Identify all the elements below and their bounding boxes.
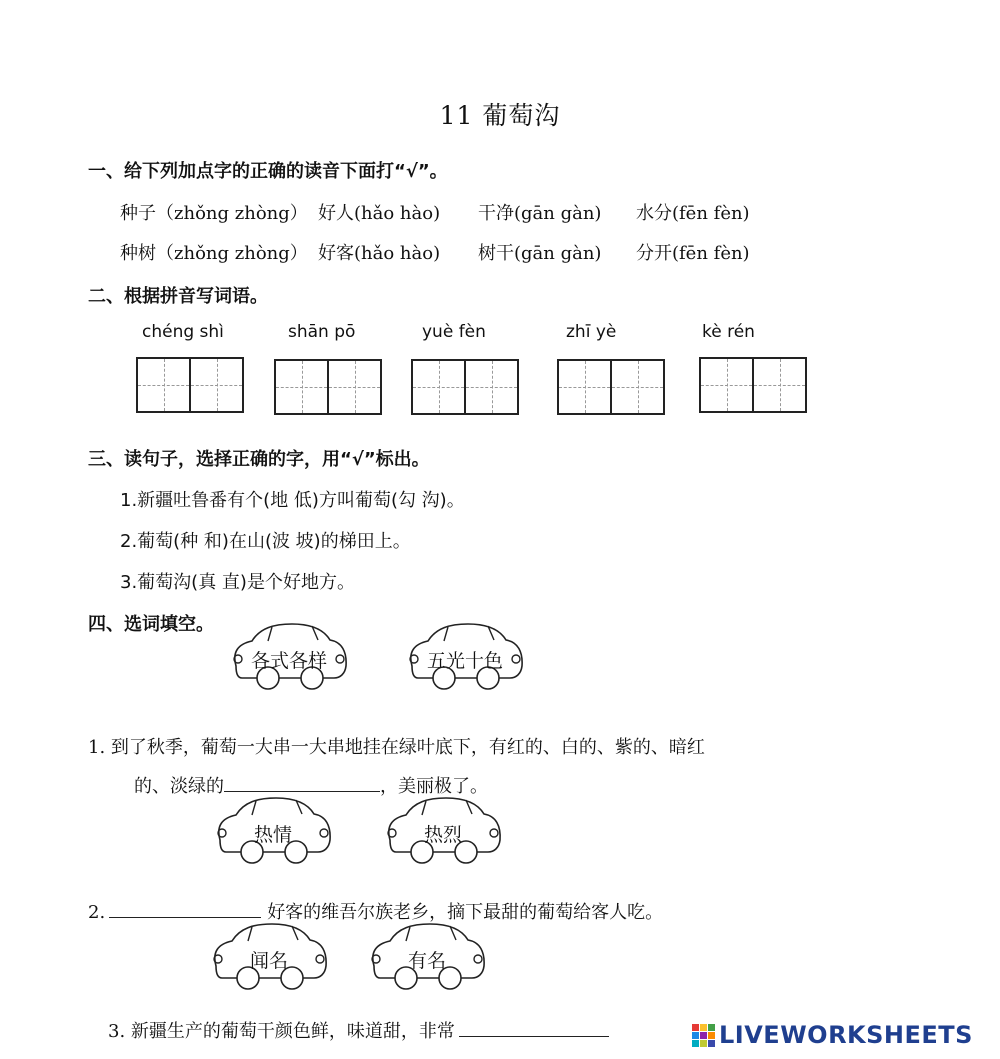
sentence: 1.新疆吐鲁番有个(地 低)方叫葡萄(勾 沟)。 bbox=[120, 490, 465, 511]
writing-grid[interactable] bbox=[557, 359, 665, 415]
s1-row1-item: 种子（zhǒng zhòng） bbox=[120, 203, 308, 224]
word-car[interactable] bbox=[230, 622, 348, 692]
pinyin-label: shān pō bbox=[288, 322, 356, 342]
logo-block bbox=[692, 1032, 699, 1039]
liveworksheets-logo[interactable] bbox=[692, 1021, 973, 1049]
section1-heading: 一、给下列加点字的正确的读音下面打“√”。 bbox=[88, 161, 448, 182]
word-car-label: 闻名 bbox=[249, 950, 288, 972]
writing-grid[interactable] bbox=[136, 357, 244, 413]
question-2 bbox=[88, 898, 663, 924]
q2-prefix: 2. bbox=[88, 902, 106, 923]
s1-row2-item: 好客(hǎo hào) bbox=[318, 243, 441, 264]
s1-row2-item: 种树（zhǒng zhòng） bbox=[120, 243, 308, 264]
sentence: 2.葡萄(种 和)在山(波 坡)的梯田上。 bbox=[120, 531, 411, 552]
section2-heading: 二、根据拼音写词语。 bbox=[88, 286, 268, 307]
word-car[interactable] bbox=[384, 796, 502, 866]
section3-heading: 三、读句子，选择正确的字，用“√”标出。 bbox=[88, 449, 430, 470]
word-car-label: 五光十色 bbox=[426, 650, 503, 672]
answer-blank[interactable] bbox=[109, 901, 261, 918]
s1-row2-item: 分开(fēn fèn) bbox=[636, 243, 750, 264]
q2-suffix: 好客的维吾尔族老乡，摘下最甜的葡萄给客人吃。 bbox=[267, 902, 664, 923]
word-car-label: 热情 bbox=[253, 824, 292, 846]
word-car[interactable] bbox=[214, 796, 332, 866]
page-title: 11 葡萄沟 bbox=[439, 101, 561, 130]
logo-block bbox=[708, 1024, 715, 1031]
question-1-line1: 1. 到了秋季，葡萄一大串一大串地挂在绿叶底下，有红的、白的、紫的、暗红 bbox=[88, 737, 705, 758]
logo-block bbox=[708, 1032, 715, 1039]
logo-block bbox=[692, 1040, 699, 1047]
word-car-label: 有名 bbox=[407, 950, 446, 972]
q1-suffix: ，美丽极了。 bbox=[380, 776, 488, 797]
word-car[interactable] bbox=[210, 922, 328, 992]
logo-text: LIVEWORKSHEETS bbox=[719, 1021, 973, 1049]
writing-grid[interactable] bbox=[411, 359, 519, 415]
s1-row1-item: 好人(hǎo hào) bbox=[318, 203, 441, 224]
word-car[interactable] bbox=[406, 622, 524, 692]
writing-grid[interactable] bbox=[699, 357, 807, 413]
q1-prefix: 的、淡绿的 bbox=[134, 776, 224, 797]
logo-block bbox=[708, 1040, 715, 1047]
pinyin-label: yuè fèn bbox=[422, 322, 486, 342]
question-3 bbox=[108, 1017, 609, 1043]
writing-grid[interactable] bbox=[274, 359, 382, 415]
q3-text: 3. 新疆生产的葡萄干颜色鲜，味道甜，非常 bbox=[108, 1021, 455, 1042]
pinyin-label: kè rén bbox=[702, 322, 755, 342]
word-car-label: 热烈 bbox=[423, 824, 462, 846]
logo-blocks-icon bbox=[692, 1024, 715, 1047]
s1-row1-item: 水分(fēn fèn) bbox=[636, 203, 750, 224]
s1-row2-item: 树干(gān gàn) bbox=[478, 243, 602, 264]
section4-heading: 四、选词填空。 bbox=[88, 614, 214, 635]
pinyin-label: zhī yè bbox=[566, 322, 617, 342]
answer-blank[interactable] bbox=[224, 775, 380, 792]
sentence: 3.葡萄沟(真 直)是个好地方。 bbox=[120, 572, 355, 593]
answer-blank[interactable] bbox=[459, 1020, 609, 1037]
logo-block bbox=[700, 1032, 707, 1039]
logo-block bbox=[692, 1024, 699, 1031]
word-car[interactable] bbox=[368, 922, 486, 992]
logo-block bbox=[700, 1024, 707, 1031]
logo-block bbox=[700, 1040, 707, 1047]
question-1-line2 bbox=[134, 772, 488, 798]
s1-row1-item: 干净(gān gàn) bbox=[478, 203, 602, 224]
pinyin-label: chéng shì bbox=[142, 322, 224, 342]
word-car-label: 各式各样 bbox=[250, 650, 327, 672]
